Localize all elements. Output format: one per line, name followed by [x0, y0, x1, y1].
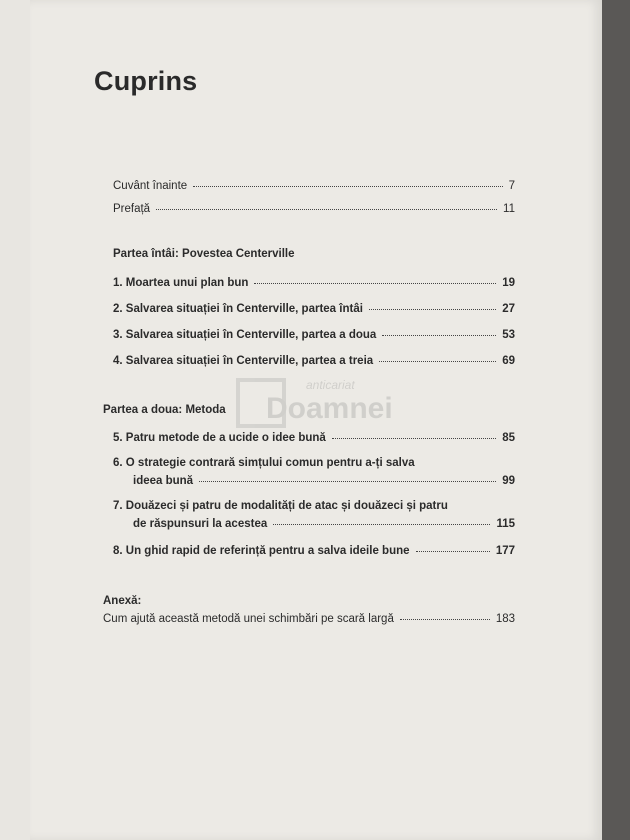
toc-entry-page: 53 [502, 329, 515, 341]
toc-entry-chapter-5 [113, 432, 515, 444]
toc-entry-page: 69 [502, 355, 515, 367]
toc-entry-label: 2. Salvarea situației în Centerville, partea întâi [113, 303, 363, 315]
toc-entry-label: 4. Salvarea situației în Centerville, partea a treia [113, 355, 374, 367]
part-two-heading: Partea a doua: Metoda [103, 404, 226, 416]
toc-entry-page: 27 [502, 303, 515, 315]
toc-entry-page: 7 [508, 180, 515, 192]
toc-entry-label: Cum ajută această metodă unei schimbări pe scară largă [103, 613, 394, 625]
toc-entry-page: 19 [502, 277, 515, 289]
toc-leader-dots [199, 481, 496, 482]
toc-entry-label: 1. Moartea unui plan bun [113, 277, 249, 289]
toc-entry-page: 177 [495, 545, 515, 557]
toc-entry-label: 5. Patru metode de a ucide o idee bună [113, 432, 326, 444]
toc-entry-label: Cuvânt înainte [113, 180, 188, 192]
background-right [602, 0, 630, 840]
toc-entry-chapter-2 [113, 303, 515, 315]
toc-entry-chapter-1 [113, 277, 515, 289]
toc-entry-page: 85 [502, 432, 515, 444]
watermark-subtext: anticariat [306, 378, 355, 392]
watermark-logo [236, 378, 406, 434]
toc-leader-dots [369, 309, 496, 310]
toc-entry-page: 183 [495, 613, 515, 625]
toc-entry-page: 11 [503, 203, 515, 215]
toc-entry-label: de răspunsuri la acestea [133, 518, 268, 530]
toc-entry-chapter-8 [113, 545, 515, 557]
toc-entry-label: ideea bună [133, 475, 194, 487]
toc-entry-page: 99 [502, 475, 515, 487]
toc-leader-dots [273, 524, 490, 525]
toc-entry-foreword [113, 180, 515, 192]
toc-entry-label: Prefață [113, 203, 151, 215]
toc-leader-dots [379, 361, 496, 362]
toc-entry-chapter-7-line1: 7. Douăzeci și patru de modalități de atac și douăzeci și patru [113, 500, 448, 512]
toc-leader-dots [254, 283, 496, 284]
toc-leader-dots [400, 619, 490, 620]
toc-entry-chapter-6 [133, 475, 515, 487]
toc-leader-dots [332, 438, 496, 439]
page-title: Cuprins [94, 66, 198, 96]
toc-leader-dots [156, 209, 497, 210]
toc-entry-chapter-4 [113, 355, 515, 367]
toc-entry-chapter-3 [113, 329, 515, 341]
toc-leader-dots [193, 186, 502, 187]
watermark-text: Doamnei [266, 392, 393, 425]
toc-entry-label: 8. Un ghid rapid de referință pentru a salva ideile bune [113, 545, 410, 557]
toc-entry-chapter-7 [133, 518, 515, 530]
toc-leader-dots [382, 335, 496, 336]
toc-leader-dots [416, 551, 490, 552]
toc-entry-annex [103, 613, 515, 625]
toc-entry-page: 115 [496, 518, 515, 530]
annex-heading: Anexă: [103, 595, 142, 607]
part-one-heading: Partea întâi: Povestea Centerville [113, 248, 295, 260]
toc-entry-chapter-6-line1: 6. O strategie contrară simțului comun pentru a-ți salva [113, 457, 415, 469]
toc-entry-preface [113, 203, 515, 215]
toc-entry-label: 3. Salvarea situației în Centerville, partea a doua [113, 329, 377, 341]
background-left [0, 0, 30, 840]
